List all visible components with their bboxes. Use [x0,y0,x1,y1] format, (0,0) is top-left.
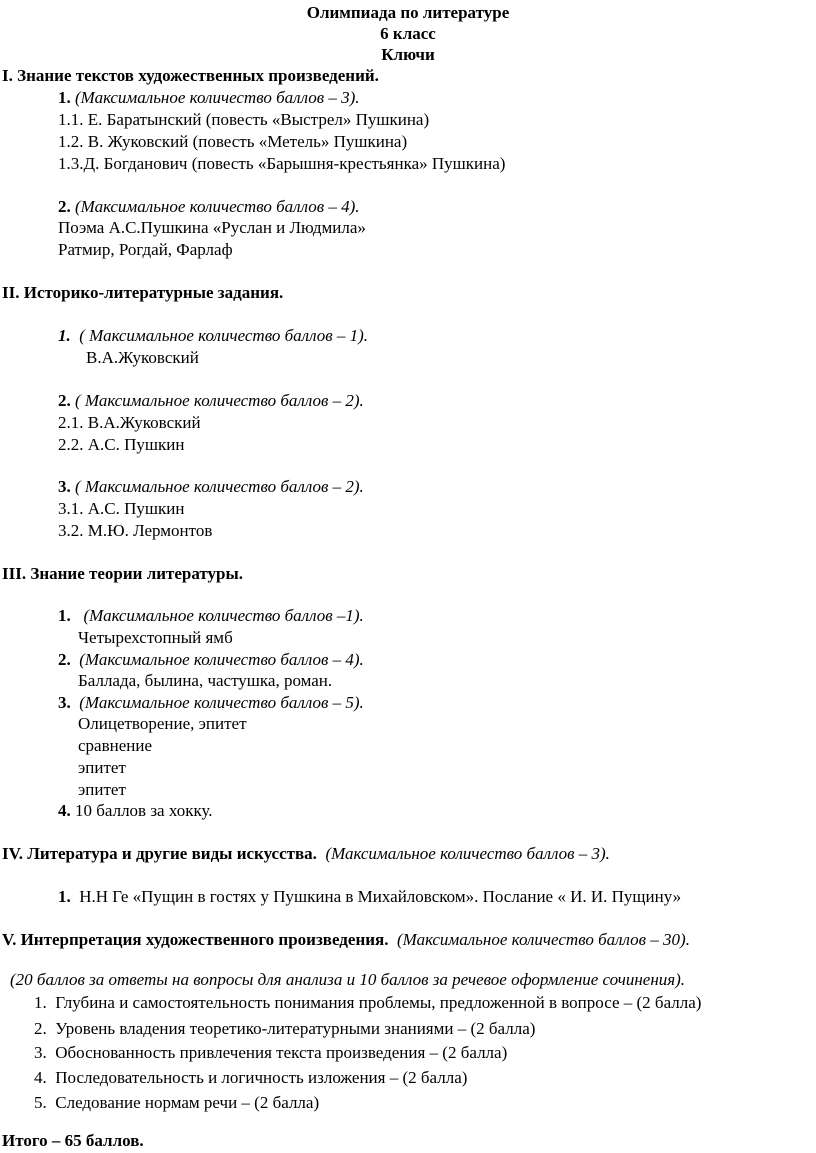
section-5-heading: V. Интерпретация художественного произведения. [2,930,389,949]
section-4-heading-line [2,844,610,864]
criteria-item [34,1068,467,1088]
answer-line: 2.1. В.А.Жуковский [58,413,201,432]
section-3-heading: III. Знание теории литературы. [2,564,244,583]
criteria-number: 2. [34,1019,47,1038]
answer-line: Олицетворение, эпитет [78,714,247,733]
document-title: Олимпиада по литературе [306,3,510,22]
question-number: 3. [58,693,71,712]
max-points-note: (Максимальное количество баллов – 3). [325,844,610,863]
question-number: 2. [58,391,71,410]
section-4-heading: IV. Литература и другие виды искусства. [2,844,317,863]
answer-line: 1.2. В. Жуковский (повесть «Метель» Пушкина) [58,132,408,151]
max-points-note: (Максимальное количество баллов – 4). [79,650,364,669]
question-number: 1. [58,88,71,107]
criteria-number: 1. [34,993,47,1012]
criteria-number: 3. [34,1043,47,1062]
criteria-number: 5. [34,1093,47,1112]
section-5-subnote: (20 баллов за ответы на вопросы для анализа и 10 баллов за речевое оформление сочинения). [10,970,686,989]
s2-question-1 [58,326,368,346]
s3-question-4 [58,801,213,821]
answer-line: 1.3.Д. Богданович (повесть «Барышня-крестьянка» Пушкина) [58,154,506,173]
max-points-note: ( Максимальное количество баллов – 2). [75,477,364,496]
criteria-text: Обоснованность привлечения текста произведения – (2 балла) [55,1043,508,1062]
answer-text: 10 баллов за хокку. [75,801,213,820]
answer-line: Баллада, былина, частушка, роман. [78,671,333,690]
answer-line: эпитет [78,758,126,777]
answer-line: Поэма А.С.Пушкина «Руслан и Людмила» [58,218,366,237]
question-number: 1. [58,887,71,906]
s4-question-1 [58,887,681,907]
answer-line: эпитет [78,780,126,799]
criteria-text: Последовательность и логичность изложения – (2 балла) [55,1068,468,1087]
question-number: 2. [58,650,71,669]
s3-question-3 [58,693,364,713]
answer-line: 2.2. А.С. Пушкин [58,435,185,454]
max-points-note: (Максимальное количество баллов – 30). [396,930,690,949]
question-number: 1. [58,326,71,345]
answer-text: Н.Н Ге «Пущин в гостях у Пушкина в Михайловском». Послание « И. И. Пущину» [79,887,682,906]
answer-line: В.А.Жуковский [86,348,199,367]
answer-line: сравнение [78,736,153,755]
grade-label: 6 класс [380,24,436,43]
criteria-number: 4. [34,1068,47,1087]
s1-question-1 [58,88,359,108]
max-points-note: ( Максимальное количество баллов – 1). [79,326,368,345]
answer-line: 3.1. А.С. Пушкин [58,499,185,518]
answer-line: Четырехстопный ямб [78,628,233,647]
section-2-heading: II. Историко-литературные задания. [2,283,284,302]
criteria-text: Следование нормам речи – (2 балла) [55,1093,320,1112]
s2-question-2 [58,391,364,411]
question-number: 3. [58,477,71,496]
criteria-item [34,1019,535,1039]
s2-question-3 [58,477,364,497]
criteria-text: Уровень владения теоретико-литературными знаниями – (2 балла) [55,1019,536,1038]
max-points-note: (Максимальное количество баллов – 5). [79,693,364,712]
question-number: 4. [58,801,71,820]
max-points-note: (Максимальное количество баллов – 3). [75,88,360,107]
criteria-item [34,1043,507,1063]
criteria-text: Глубина и самостоятельность понимания проблемы, предложенной в вопросе – (2 балла) [55,993,702,1012]
answer-line: Ратмир, Рогдай, Фарлаф [58,240,233,259]
answer-line: 3.2. М.Ю. Лермонтов [58,521,213,540]
answer-line: 1.1. Е. Баратынский (повесть «Выстрел» Пушкина) [58,110,430,129]
criteria-item [34,993,701,1013]
question-number: 1. [58,606,71,625]
question-number: 2. [58,197,71,216]
s3-question-1 [58,606,364,626]
criteria-item [34,1093,319,1113]
s3-question-2 [58,650,364,670]
s1-question-2 [58,197,359,217]
max-points-note: ( Максимальное количество баллов – 2). [75,391,364,410]
max-points-note: (Максимальное количество баллов –1). [83,606,364,625]
total-points: Итого – 65 баллов. [2,1131,144,1150]
max-points-note: (Максимальное количество баллов – 4). [75,197,360,216]
section-1-heading: I. Знание текстов художественных произведений. [2,66,379,85]
keys-label: Ключи [381,45,435,64]
section-5-heading-line [2,930,690,950]
